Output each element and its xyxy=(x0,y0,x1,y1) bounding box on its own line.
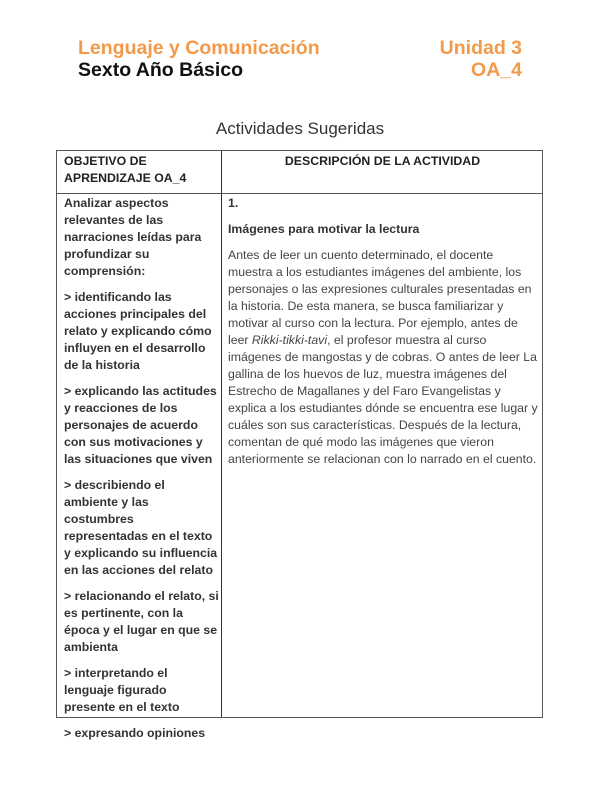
section-title: Actividades Sugeridas xyxy=(215,119,385,138)
header-description: DESCRIPCIÓN DE LA ACTIVIDAD xyxy=(284,154,481,168)
grade-level: Sexto Año Básico xyxy=(78,59,244,81)
document-header-left xyxy=(78,37,320,81)
oa-label: OA_4 xyxy=(471,59,522,81)
objective-cell xyxy=(64,195,220,751)
objective-item: > relacionando el relato, si es pertinente, con la época y el lugar en que se ambienta xyxy=(64,589,219,654)
activity-text-part2: , el profesor muestra al curso imágenes de mangostas y de cobras. O antes de leer La gallina de los huevos de luz, muestra imágenes del Estrecho de Magallanes y del Faro Evangelistas y explica a los estudiantes dónde se encuentra ese lugar y cuáles son sus características. Después de la lectura, comentan de qué modo las imágenes que vieron anteriormente se relacionan con lo narrado en el cuento. xyxy=(228,333,538,466)
header-objective: OBJETIVO DE APRENDIZAJE OA_4 xyxy=(64,154,187,185)
document-header-right xyxy=(440,37,522,81)
unit-label: Unidad 3 xyxy=(439,37,522,59)
objective-intro: Analizar aspectos relevantes de las narraciones leídas para profundizar su comprensión: xyxy=(64,196,202,278)
activities-table xyxy=(56,150,543,740)
activity-title: Imágenes para motivar la lectura xyxy=(228,222,420,236)
objective-item: > interpretando el lenguaje figurado presente en el texto xyxy=(64,666,180,714)
objective-item: > describiendo el ambiente y las costumbres representadas en el texto y explicando su influencia en las acciones del relato xyxy=(64,478,218,577)
activity-number: 1. xyxy=(228,196,239,210)
objective-item: > explicando las actitudes y reacciones de los personajes de acuerdo con sus motivaciones y las situaciones que viven xyxy=(64,384,217,466)
objective-item: > identificando las acciones principales del relato y explicando cómo influyen en el desarrollo de la historia xyxy=(64,290,212,372)
subject-title: Lenguaje y Comunicación xyxy=(78,37,320,59)
column-divider xyxy=(221,151,222,717)
objective-item: > expresando opiniones xyxy=(64,726,206,740)
activity-text-part1: Antes de leer un cuento determinado, el docente muestra a los estudiantes imágenes del ambiente, los personajes o las expresiones culturales presentadas en la historia. De esta manera, se busca familiarizar y motivar al curso con la lectura. Por ejemplo, antes de leer xyxy=(228,248,532,347)
activity-description xyxy=(228,247,538,468)
activity-cell xyxy=(228,195,538,468)
book-title-italic: Rikki-tikki-tavi xyxy=(251,333,328,347)
